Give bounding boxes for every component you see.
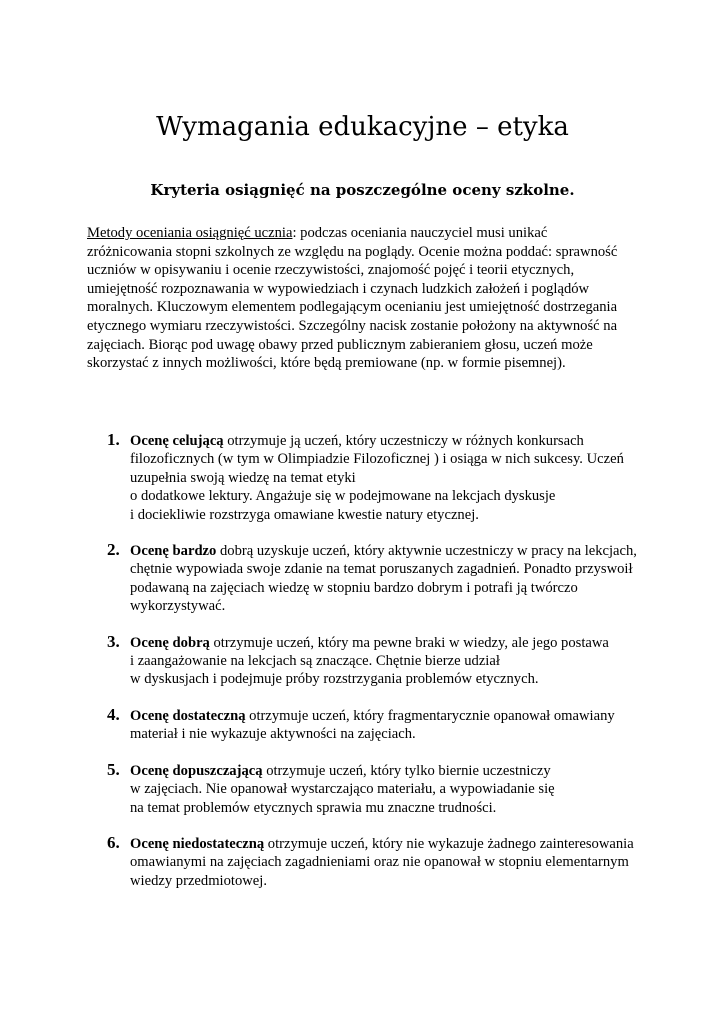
criterion-line: i zaangażowanie na lekcjach są znaczące. Chętnie bierze udział — [130, 653, 500, 670]
criterion-item — [0, 832, 725, 890]
intro-line: umiejętność rozpoznawania w wypowiedziach i czynach ludzkich założeń i poglądów — [87, 280, 590, 297]
criterion-line: i dociekliwie rozstrzyga omawiane kwestie natury etycznej. — [130, 506, 479, 523]
criterion-text — [130, 634, 645, 689]
criterion-line — [130, 432, 645, 450]
criterion-line-text: otrzymuje uczeń, który fragmentarycznie opanował omawiany — [245, 707, 615, 724]
criterion-line — [130, 762, 645, 780]
criterion-number: 4. — [107, 704, 120, 724]
criterion-item — [0, 542, 725, 616]
criterion-item — [0, 759, 725, 817]
intro-line: zróżnicowania stopni szkolnych ze względu na poglądy. Ocenie można poddać: sprawność — [87, 243, 618, 260]
criterion-line: filozoficznych (w tym w Olimpiadzie Filozoficznej ) i osiąga w nich sukcesy. Uczeń — [130, 451, 624, 468]
criterion-line-text: otrzymuje uczeń, który nie wykazuje żadnego zainteresowania — [264, 835, 634, 852]
page-title: Wymagania edukacyjne – etyka — [156, 112, 569, 142]
grade-name: Ocenę dopuszczającą — [130, 762, 263, 779]
criterion-line: materiał i nie wykazuje aktywności na zajęciach. — [130, 726, 416, 743]
criterion-line — [130, 634, 645, 652]
intro-line: zajęciach. Biorąc pod uwagę obawy przed publicznym zabieraniem głosu, uczeń może — [87, 336, 593, 353]
intro-line-text: : podczas oceniania nauczyciel musi unikać — [292, 225, 548, 241]
criterion-item — [0, 432, 725, 524]
criterion-line — [130, 835, 645, 853]
criterion-item — [0, 631, 725, 689]
criterion-number: 3. — [107, 631, 120, 651]
criterion-line: podawaną na zajęciach wiedzę w stopniu bardzo dobrym i potrafi ją twórczo — [130, 579, 578, 596]
criterion-line: uzupełnia swoją wiedzę na temat etyki — [130, 469, 356, 486]
criterion-line: chętnie wypowiada swoje zdanie na temat poruszanych zagadnień. Ponadto przyswoił — [130, 561, 633, 578]
intro-line: moralnych. Kluczowym elementem podlegającym ocenianiu jest umiejętność dostrzegania — [87, 299, 618, 316]
grading-criteria-list — [0, 432, 725, 890]
criterion-text — [130, 835, 645, 890]
intro-label: Metody oceniania osiągnięć ucznia — [87, 225, 293, 241]
criterion-line: w dyskusjach i podejmuje próby rozstrzygania problemów etycznych. — [130, 671, 539, 688]
criterion-line: na temat problemów etycznych sprawia mu znaczne trudności. — [130, 799, 497, 816]
intro-line: etycznego wymiaru rzeczywistości. Szczególny nacisk zostanie położony na aktywność na — [87, 317, 618, 334]
page-subtitle: Kryteria osiągnięć na poszczególne oceny szkolne. — [150, 181, 575, 199]
grade-name: Ocenę dobrą — [130, 634, 210, 651]
criterion-text — [130, 542, 645, 616]
criterion-number: 1. — [107, 430, 120, 449]
grade-name: Ocenę bardzo — [130, 543, 217, 560]
criterion-line-text: otrzymuje uczeń, który ma pewne braki w wiedzy, ale jego postawa — [209, 634, 609, 651]
criterion-line: wykorzystywać. — [130, 598, 226, 615]
criterion-item — [0, 704, 725, 744]
criterion-line — [130, 542, 645, 560]
criterion-line: wiedzy przedmiotowej. — [130, 872, 267, 889]
grade-name: Ocenę celującą — [130, 433, 224, 449]
grade-name: Ocenę niedostateczną — [130, 835, 265, 852]
intro-line: uczniów w opisywaniu i ocenie rzeczywistości, znajomość pojęć i teorii etycznych, — [87, 262, 575, 279]
criterion-number: 6. — [107, 832, 120, 852]
criterion-text — [130, 707, 645, 744]
criterion-line: w zajęciach. Nie opanował wystarczająco materiału, a wypowiadanie się — [130, 781, 555, 798]
criterion-line: omawianymi na zajęciach zagadnieniami oraz nie opanował w stopniu elementarnym — [130, 854, 629, 871]
criterion-number: 5. — [107, 759, 120, 779]
criterion-text — [130, 432, 645, 524]
intro-line — [87, 224, 647, 243]
intro-paragraph — [87, 224, 647, 373]
criterion-line-text: dobrą uzyskuje uczeń, który aktywnie uczestniczy w pracy na lekcjach, — [216, 543, 637, 560]
criterion-line-text: otrzymuje uczeń, który tylko biernie uczestniczy — [262, 762, 551, 779]
intro-line: skorzystać z innych możliwości, które będą premiowane (np. w formie pisemnej). — [87, 355, 566, 372]
criterion-line: o dodatkowe lektury. Angażuje się w podejmowane na lekcjach dyskusje — [130, 488, 556, 505]
criterion-number: 2. — [107, 540, 120, 560]
criterion-line-text: otrzymuje ją uczeń, który uczestniczy w różnych konkursach — [223, 433, 584, 449]
criterion-text — [130, 762, 645, 817]
grade-name: Ocenę dostateczną — [130, 707, 246, 724]
criterion-line — [130, 707, 645, 725]
